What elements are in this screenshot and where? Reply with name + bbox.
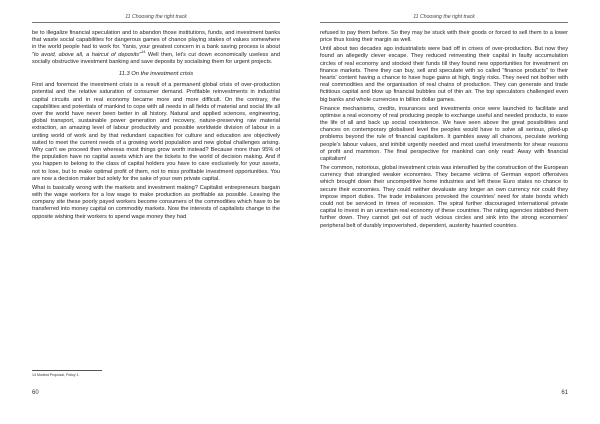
paragraph [32, 30, 280, 66]
footnote-divider [32, 370, 102, 371]
left-page [32, 0, 280, 424]
footnote-marker[interactable]: 14 [141, 49, 146, 54]
body-text [320, 30, 568, 232]
right-page [320, 0, 568, 424]
paragraph: What is basically wrong with the markets and investment making? Capitalist entrepreneurs bargain with the wage workers for a low wage to make production as profitable as possible. Leaving the company site these poorly payed workers become consumers of the commodities which have to be transferred into money capital on commodity markets. Now the interests of capitalists change to the opposite wishing their workers to spend wage money they had [32, 184, 280, 220]
paragraph: Finance mechanisms, credits, insurances and investments once were launched to facilitate and optimise a real economy of real producing people to exchange useful and needed products, to ease the life of all and back up social coexistence. We have seen above the great possibilities and chances on contemporary globalised level the peoples would have to solve all serious, piled-up problems beyond the rule of financial capitalism. It gambles away all chances, peculate working people's labour values, and inhibit urgently needed and most useful investments for shear reasons of profit and mammon. The final perspective for mankind can only read: Away with financial capitalism! [320, 105, 568, 163]
paragraph-text: be to illegalize financial speculation and to abandon those institutions, funds, and investment banks that waste social capabilities for dangerous games of chance playing stakes of values somewhere in the world people had to work for. Yanis, your greatest concern in a bank saving process is about [32, 30, 280, 51]
running-head: 11 Choosing the right track [320, 14, 568, 23]
section-heading: 11.3 On the investment crisis [118, 71, 194, 78]
paragraph: refused to pay them before. So they may be stuck with their goods or forced to sell them to a lower price thus losing their margin as well. [320, 30, 568, 44]
paragraph-text: Well then, let's cut down economically useless and socially obstructive investment banking and save deposits by socialising them for urgent projects. [32, 51, 281, 65]
quote: "to avoid, above all, a haircut of deposits" [32, 51, 142, 58]
paragraph: The common, notorious, global investment crisis was intensified by the construction of the European currency that strangled weaker economies. They became victims of German export offensives which brought down their uncompetitive home industries and left these Euro states no chance to secure their economies. They could neither devaluate any longer an own currency nor could they impose import duties. The trade imbalances provoked the countries' need for state bonds which could not be serviced in times of recession. The spiral further discouraged international private capital to invest in an uncertain real economy of these countries. The rating agencies stabbed them further down. They cannot get out of such vicious circles and sink into the strong economies' peripheral belt of durably impoverished, dependent, austerity haunted countries. [320, 165, 568, 229]
body-text [32, 30, 280, 223]
page-number: 61 [561, 390, 568, 396]
page-number: 60 [32, 390, 39, 396]
paragraph: First and foremost the investment crisis is a result of a permanent global crisis of over-production potential and the relative saturation of consumer demand. Profitable reinvestments in industrial capital circuits and in real economy became more and more difficult. On the contrary, the capabilities and potentials of mankind to cope with all needs in all fields of material and social life all over the world have never been better in all history. Natural and applied sciences, engineering, global transport, sustainable power generation and recovery, nature-preserving raw material extraction, an amazing level of labour productivity and possible worldwide division of labour in a uniting world of work and by that redundant capacities for culture and education are objectively suited to meet the current needs of a growing world population and new global challenges arising. Why can't we proceed then whereas most things grow worth instead? Because more than 95% of the population have no capital assets which are the tickets to the world of decision making. And if you happen to belong to the class of capital holders you have to care exclusively for your assets, not to lose, but to make optimal profit of them, not to miss profitable investment opportunities. You are now a decision maker but solely for the sake of your own private capital. [32, 82, 280, 182]
paragraph: Until about two decades ago industrialists were bad off in crises of over-production. But now they found an allegedly clever escape. They reduced reinvesting their capital in faulty accumulation circles of real economy and stocked their funds till they found new opportunities for investment on finance markets. There they can buy, sell and speculate with so called "finance products" to their hearts' content having a chance to have huge gains at high, tingly risks. They need not bother with real commodities and the organisation of real chains of production. They can generate and trade fictitious capital and blow up financial bubbles out of thin air. The top speculators challenged even big banks and whole currencies in billion dollar games. [320, 46, 568, 103]
footnote: 14 Modest Proposal, Policy 1. [32, 373, 80, 377]
running-head: 11 Choosing the right track [32, 14, 280, 23]
